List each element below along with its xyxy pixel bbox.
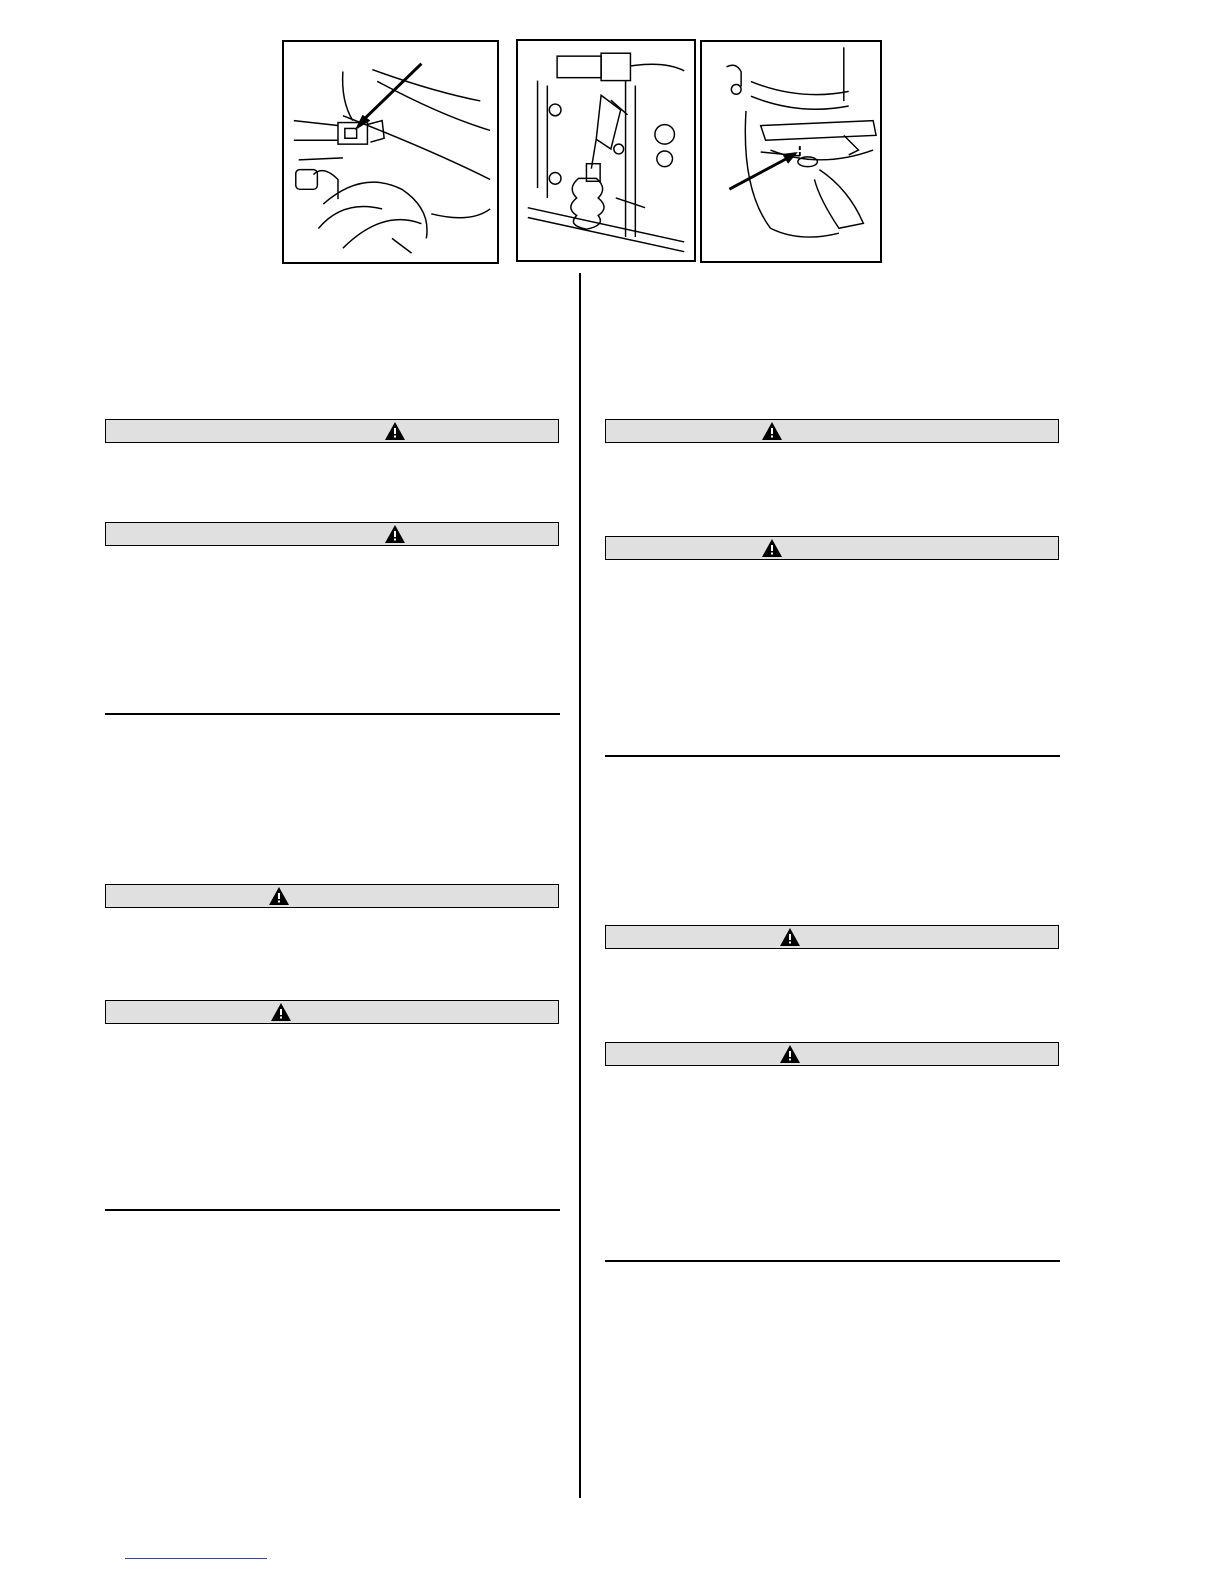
connector-arrow-illustration bbox=[284, 42, 497, 262]
flush-hose-attachment-illustration bbox=[518, 41, 694, 260]
section-rule bbox=[605, 1260, 1060, 1262]
figure-flush-hose bbox=[516, 39, 696, 262]
section-rule bbox=[605, 755, 1060, 757]
column-divider bbox=[579, 273, 581, 1498]
warning-triangle-icon bbox=[384, 524, 406, 544]
section-rule bbox=[105, 1209, 560, 1211]
warning-bar bbox=[605, 1042, 1059, 1066]
warning-bar bbox=[605, 536, 1059, 560]
footer-link-underline[interactable] bbox=[125, 1558, 267, 1559]
warning-bar bbox=[105, 419, 559, 443]
warning-triangle-icon bbox=[270, 1002, 292, 1022]
warning-bar bbox=[105, 522, 559, 546]
warning-bar bbox=[105, 884, 559, 908]
figure-connector bbox=[282, 40, 499, 264]
warning-triangle-icon bbox=[268, 886, 290, 906]
gearcase-water-intake-illustration bbox=[702, 42, 880, 261]
section-rule bbox=[105, 713, 560, 715]
warning-bar bbox=[105, 1000, 559, 1024]
warning-triangle-icon bbox=[779, 1044, 801, 1064]
warning-bar bbox=[605, 925, 1059, 949]
figure-gearcase bbox=[700, 40, 882, 263]
warning-triangle-icon bbox=[761, 538, 783, 558]
warning-triangle-icon bbox=[779, 927, 801, 947]
warning-bar bbox=[605, 419, 1059, 443]
warning-triangle-icon bbox=[384, 421, 406, 441]
warning-triangle-icon bbox=[761, 421, 783, 441]
